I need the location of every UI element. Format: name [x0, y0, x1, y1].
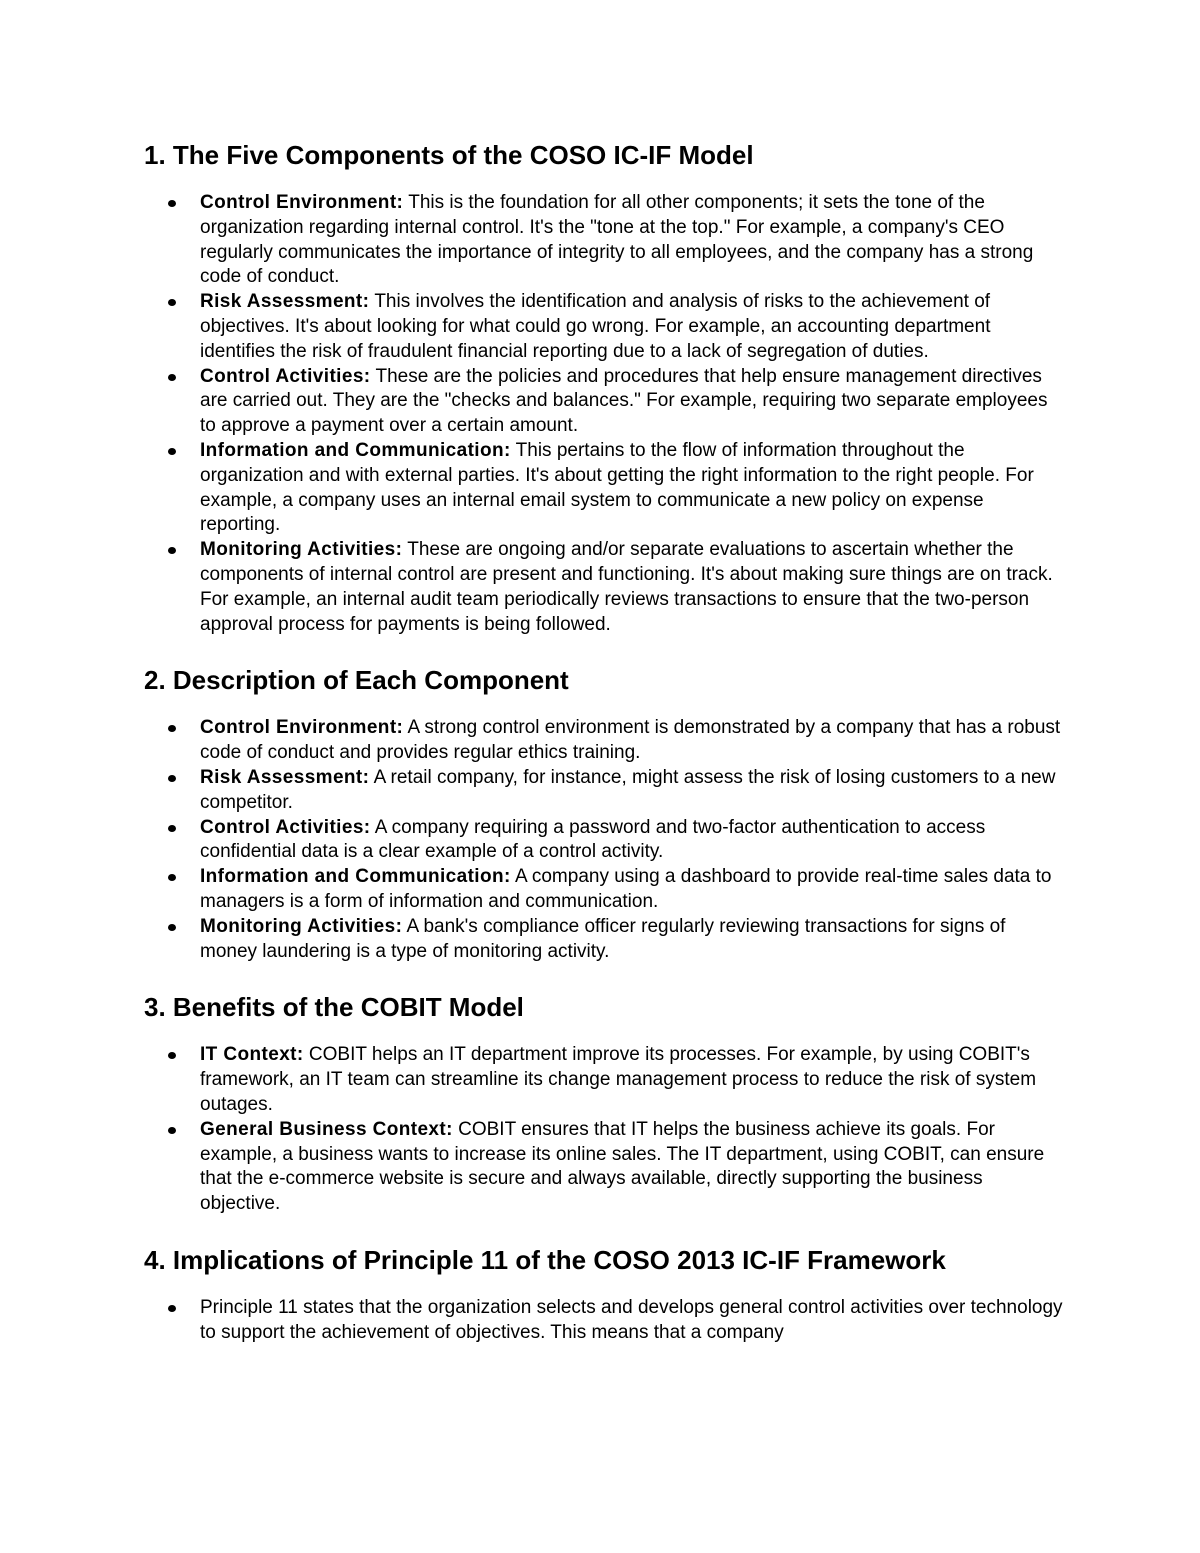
item-text: These are ongoing and/or separate evaluations to ascertain whether the components of internal control are present and functioning. It's about making sure things are on track. For example, an internal audit team periodically reviews transactions to ensure that the two-person approval process for payments is being followed. [200, 539, 1053, 635]
item-text: A company requiring a password and two-factor authentication to access confidential data is a clear example of a control activity. [200, 816, 986, 863]
list-item [144, 766, 1064, 816]
bullet-icon [168, 299, 176, 306]
section-coso-components [144, 138, 1064, 637]
item-text: COBIT helps an IT department improve its processes. For example, by using COBIT's framework, an IT team can streamline its change management process to reduce the risk of system outages. [200, 1044, 1037, 1115]
item-text: These are the policies and procedures that help ensure management directives are carried out. They are the "checks and balances." For example, requiring two separate employees to approve a payment over a certain amount. [200, 365, 1048, 437]
item-text: A company using a dashboard to provide real-time sales data to managers is a form of information and communication. [200, 866, 1052, 912]
bullet-icon [168, 825, 176, 832]
list-item [144, 1043, 1064, 1117]
item-text: Principle 11 states that the organization selects and develops general control activities over technology to support the achievement of objectives. This means that a company [200, 1296, 1063, 1343]
term-label: Control Environment: [200, 192, 404, 213]
list-item [144, 290, 1064, 364]
list-item [144, 365, 1064, 439]
section-cobit-benefits [144, 990, 1064, 1217]
list-item [144, 915, 1064, 965]
bullet-icon [168, 547, 176, 554]
list-item [144, 1296, 1064, 1346]
item-text: A strong control environment is demonstrated by a company that has a robust code of conduct and provides regular ethics training. [200, 717, 1061, 764]
bullet-icon [168, 1127, 176, 1134]
bullet-list [144, 1296, 1064, 1346]
document-body [144, 138, 1064, 1345]
section-title: 3. Benefits of the COBIT Model [144, 992, 524, 1023]
item-text: A retail company, for instance, might assess the risk of losing customers to a new competitor. [200, 766, 1056, 813]
term-label: Control Environment: [200, 717, 404, 739]
term-label: Control Activities: [200, 365, 371, 387]
list-item [144, 538, 1064, 637]
list-item [144, 716, 1064, 766]
bullet-list [144, 716, 1064, 964]
bullet-list [144, 1043, 1064, 1217]
bullet-icon [168, 200, 176, 207]
list-item [144, 1118, 1064, 1217]
bullet-icon [168, 1052, 176, 1059]
term-label: Information and Communication: [200, 439, 511, 461]
section-title: 1. The Five Components of the COSO IC-IF Model [144, 140, 754, 170]
list-item [144, 816, 1064, 866]
bullet-icon [168, 725, 176, 732]
bullet-icon [168, 775, 176, 782]
term-label: Control Activities: [200, 816, 371, 838]
section-title: 2. Description of Each Component [144, 665, 569, 696]
bullet-icon [168, 374, 176, 381]
item-text: COBIT ensures that IT helps the business achieve its goals. For example, a business wants to increase its online sales. The IT department, using COBIT, can ensure that the e-commerce website is secure and always available, directly supporting the business objective. [200, 1118, 1045, 1215]
term-label: Monitoring Activities: [200, 915, 403, 937]
term-label: General Business Context: [200, 1118, 453, 1140]
term-label: IT Context: [200, 1044, 304, 1066]
bullet-icon [168, 924, 176, 931]
list-item [144, 439, 1064, 538]
item-text: This pertains to the flow of information throughout the organization and with external parties. It's about getting the right information to the right people. For example, a company uses an internal email system to communicate a new policy on expense reporting. [200, 439, 1034, 536]
term-label: Monitoring Activities: [200, 539, 403, 561]
bullet-icon [168, 448, 176, 455]
item-text: A bank's compliance officer regularly reviewing transactions for signs of money laundering is a type of monitoring activity. [200, 915, 1006, 962]
bullet-list [144, 191, 1064, 637]
item-text: This involves the identification and analysis of risks to the achievement of objectives. It's about looking for what could go wrong. For example, an accounting department identifies the risk of fraudulent financial reporting due to a lack of segregation of duties. [200, 291, 991, 362]
section-principle-11 [144, 1243, 1064, 1346]
term-label: Risk Assessment: [200, 291, 370, 313]
term-label: Risk Assessment: [200, 766, 370, 788]
item-text: This is the foundation for all other components; it sets the tone of the organization regarding internal control. It's the "tone at the top." For example, a company's CEO regularly communicates the importance of integrity to all employees, and the company has a strong code of conduct. [200, 192, 1034, 288]
section-component-descriptions [144, 663, 1064, 964]
bullet-icon [168, 1305, 176, 1312]
bullet-icon [168, 874, 176, 881]
list-item [144, 191, 1064, 290]
list-item [144, 865, 1064, 915]
section-title: 4. Implications of Principle 11 of the COSO 2013 IC-IF Framework [144, 1244, 946, 1275]
term-label: Information and Communication: [200, 866, 511, 888]
